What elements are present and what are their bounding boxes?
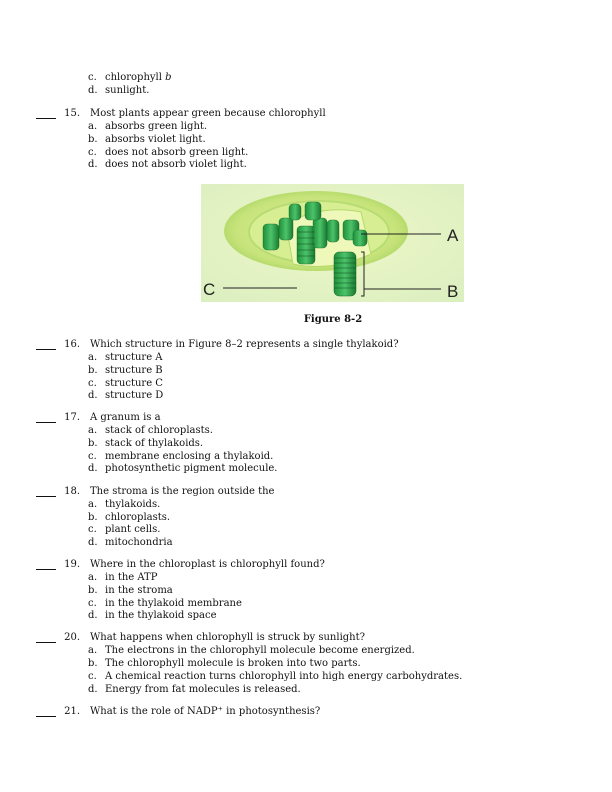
option-text: in the thylakoid space [105, 610, 217, 621]
q16-option-c [88, 378, 163, 390]
question-number-16: 16. [64, 339, 80, 350]
option-letter: d. [88, 85, 98, 96]
option-letter: a. [88, 352, 98, 363]
q18-option-a [88, 499, 160, 511]
option-text: stack of thylakoids. [105, 438, 204, 449]
q16-option-a [88, 352, 163, 364]
q16-option-d [88, 390, 163, 402]
option-text: in the thylakoid membrane [105, 598, 242, 609]
q18-option-d [88, 537, 173, 549]
answer-blank-18[interactable] [36, 486, 56, 497]
option-text: plant cells. [105, 524, 161, 535]
label-c: C [203, 280, 216, 299]
q15-option-c [88, 147, 248, 159]
question-stem-19: Where in the chloroplast is chlorophyll found? [90, 559, 325, 570]
option-text: structure C [105, 378, 163, 389]
option-text: absorbs green light. [105, 121, 208, 132]
option-text: structure D [105, 390, 164, 401]
option-text: absorbs violet light. [105, 134, 206, 145]
q19-option-d [88, 610, 217, 622]
option-letter: c. [88, 671, 97, 682]
q17-option-d [88, 463, 278, 475]
q19-option-a [88, 572, 157, 584]
option-italic: b [165, 72, 172, 83]
answer-blank-15[interactable] [36, 108, 56, 119]
figure-caption: Figure 8-2 [303, 314, 363, 325]
q20-option-b [88, 658, 361, 670]
option-letter: b. [88, 438, 98, 449]
option-text: chloroplasts. [105, 512, 171, 523]
option-text: does not absorb green light. [105, 147, 249, 158]
granum-b [334, 252, 356, 296]
option-letter: b. [88, 585, 98, 596]
option-text: mitochondria [105, 537, 173, 548]
question-number-15: 15. [64, 108, 80, 119]
question-number-18: 18. [64, 486, 80, 497]
option-letter: d. [88, 537, 98, 548]
option-letter: c. [88, 378, 97, 389]
q15-option-d [88, 159, 247, 171]
option-letter: c. [88, 451, 97, 462]
label-b: B [447, 282, 459, 301]
option-text: The electrons in the chlorophyll molecule become energized. [105, 645, 415, 656]
answer-blank-16[interactable] [36, 339, 56, 350]
option-text: stack of chloroplasts. [105, 425, 213, 436]
q17-option-c [88, 451, 273, 463]
option-text: chlorophyll [105, 72, 166, 83]
option-letter: a. [88, 425, 98, 436]
option-letter: d. [88, 463, 98, 474]
option-letter: a. [88, 121, 98, 132]
question-number-17: 17. [64, 412, 80, 423]
question-number-21: 21. [64, 706, 80, 717]
option-letter: c. [88, 72, 97, 83]
option-letter: c. [88, 147, 97, 158]
q19-option-c [88, 598, 242, 610]
answer-blank-21[interactable] [36, 706, 56, 717]
q20-option-d [88, 684, 301, 696]
option-letter: b. [88, 365, 98, 376]
option-text: thylakoids. [105, 499, 161, 510]
answer-blank-19[interactable] [36, 559, 56, 570]
q20-option-c [88, 671, 462, 683]
option-text: in the stroma [105, 585, 173, 596]
q18-option-b [88, 512, 170, 524]
option-text: A chemical reaction turns chlorophyll into high energy carbohydrates. [105, 671, 463, 682]
option-letter: d. [88, 159, 98, 170]
q18-option-c [88, 524, 160, 536]
q16-option-b [88, 365, 163, 377]
option-letter: a. [88, 645, 98, 656]
option-letter: d. [88, 390, 98, 401]
option-text: structure B [105, 365, 163, 376]
q15-option-a [88, 121, 207, 133]
option-text: The chlorophyll molecule is broken into two parts. [105, 658, 361, 669]
option-letter: d. [88, 684, 98, 695]
question-stem-17: A granum is a [90, 412, 161, 423]
option-text: membrane enclosing a thylakoid. [105, 451, 274, 462]
option-letter: b. [88, 134, 98, 145]
option-text: Energy from fat molecules is released. [105, 684, 301, 695]
option-text: does not absorb violet light. [105, 159, 247, 170]
option-letter: c. [88, 598, 97, 609]
label-a: A [447, 226, 459, 245]
option-text: in the ATP [105, 572, 158, 583]
option-letter: a. [88, 572, 98, 583]
option-c-prev [88, 72, 172, 84]
q17-option-b [88, 438, 203, 450]
option-text: photosynthetic pigment molecule. [105, 463, 278, 474]
option-letter: c. [88, 524, 97, 535]
option-letter: b. [88, 658, 98, 669]
question-stem-18: The stroma is the region outside the [90, 486, 275, 497]
option-text: structure A [105, 352, 163, 363]
option-letter: b. [88, 512, 98, 523]
option-letter: d. [88, 610, 98, 621]
question-stem-20: What happens when chlorophyll is struck by sunlight? [90, 632, 365, 643]
answer-blank-17[interactable] [36, 412, 56, 423]
option-letter: a. [88, 499, 98, 510]
q17-option-a [88, 425, 213, 437]
q19-option-b [88, 585, 173, 597]
q15-option-b [88, 134, 206, 146]
answer-blank-20[interactable] [36, 632, 56, 643]
q20-option-a [88, 645, 415, 657]
question-stem-15: Most plants appear green because chlorophyll [90, 108, 326, 119]
option-d-prev [88, 85, 149, 97]
chloroplast-figure [201, 184, 464, 302]
question-stem-16: Which structure in Figure 8–2 represents a single thylakoid? [90, 339, 399, 350]
question-stem-21: What is the role of NADP⁺ in photosynthesis? [90, 706, 321, 717]
option-text: sunlight. [105, 85, 150, 96]
question-number-19: 19. [64, 559, 80, 570]
question-number-20: 20. [64, 632, 80, 643]
